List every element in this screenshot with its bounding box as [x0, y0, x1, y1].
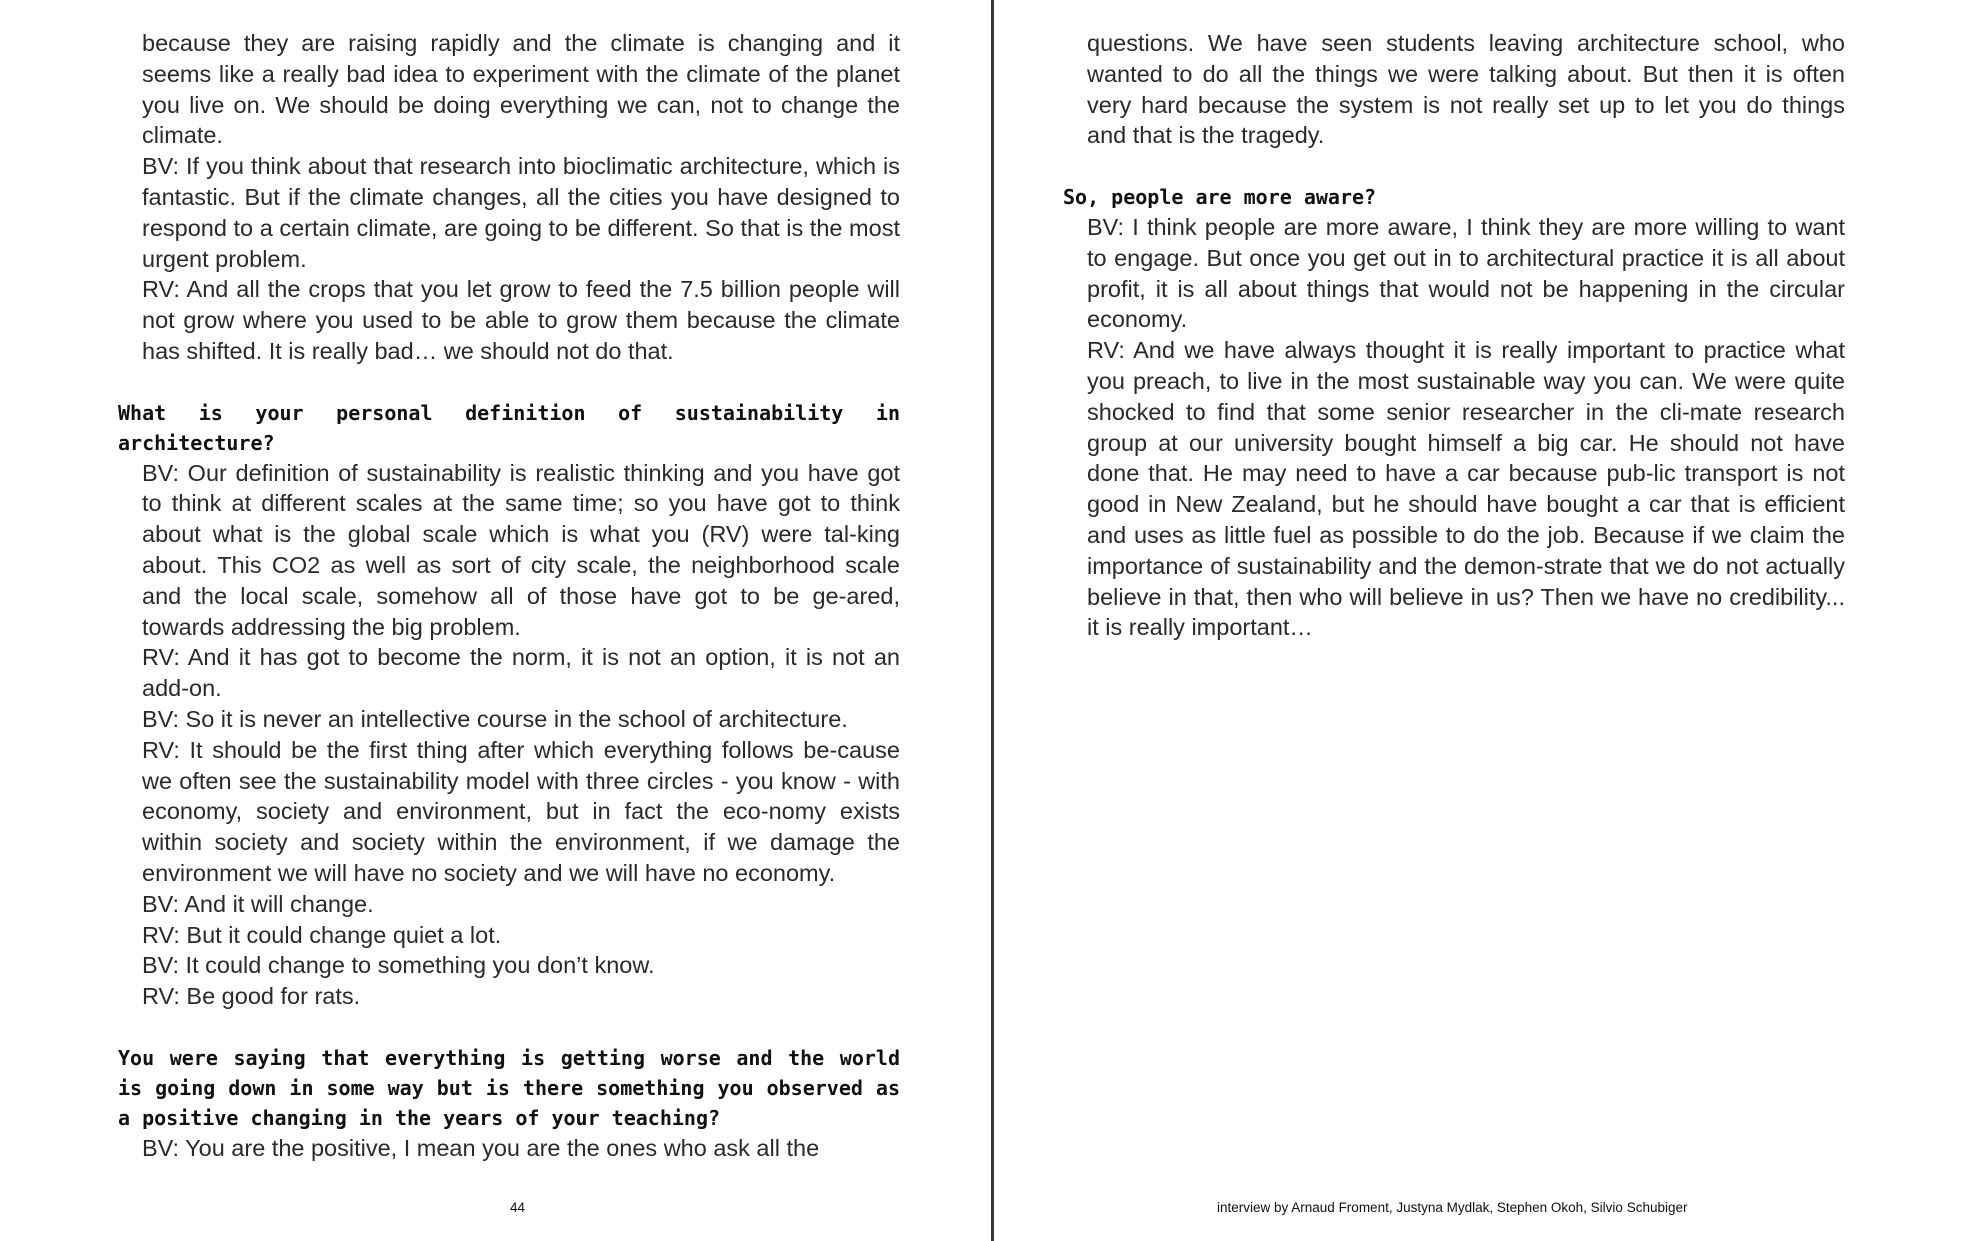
question-positive-change: You were saying that everything is getting worse and the world is going down in some way but is there something you observed as a positive changing in the years of your teaching? [118, 1045, 900, 1130]
left-paragraph-4: BV: Our definition of sustainability is realistic thinking and you have got to think at different scales at the same time; so you have got to think about what is the global scale which is what you (RV) were tal-king about. This CO2 as well as sort of city scale, the neighborhood scale and the local scale, somehow all of those have got to be ge-ared, towards addressing the big problem. [142, 459, 900, 640]
left-paragraph-7: RV: It should be the first thing after which everything follows be-cause we often see the sustainability model with three circles - you know - with economy, society and environment, but in fact the eco-nomy exists within society and society within the environment, if we damage the environment we will have no society and we will have no economy. [142, 736, 900, 886]
page-divider [991, 0, 994, 1241]
right-paragraph-2: BV: I think people are more aware, I think they are more willing to want to engage. But once you get out in to architectural practice it is all about profit, it is all about things that would not be happening in the circular economy. [1087, 213, 1845, 333]
left-paragraph-9: RV: But it could change quiet a lot. [142, 921, 502, 948]
question-people-aware: So, people are more aware? [1063, 184, 1377, 209]
left-page [118, 28, 900, 1164]
left-paragraph-5: RV: And it has got to become the norm, it is not an option, it is not an add-on. [142, 644, 900, 702]
left-paragraph-12: BV: You are the positive, I mean you are the ones who ask all the [142, 1134, 820, 1161]
left-paragraph-1: because they are raising rapidly and the climate is changing and it seems like a really bad idea to experiment with the climate of the planet you live on. We should be doing everything we can, not to change the climate. [142, 30, 900, 149]
page-number: 44 [510, 1200, 526, 1215]
question-definition-sustainability: What is your personal definition of sustainability in architecture? [118, 400, 900, 455]
left-paragraph-8: BV: And it will change. [142, 890, 374, 917]
left-paragraph-6: BV: So it is never an intellective course in the school of architecture. [142, 705, 848, 732]
left-paragraph-2: BV: If you think about that research into bioclimatic architecture, which is fantastic. But if the climate changes, all the cities you have designed to respond to a certain climate, are going to be different. So that is the most urgent problem. [142, 153, 900, 272]
right-page [1063, 28, 1845, 643]
right-paragraph-1: questions. We have seen students leaving architecture school, who wanted to do all the things we were talking about. But then it is often very hard because the system is not really set up to let you do things and that is the tragedy. [1087, 30, 1845, 149]
left-paragraph-10: BV: It could change to something you don’t know. [142, 952, 655, 979]
footer-credit: interview by Arnaud Froment, Justyna Mydlak, Stephen Okoh, Silvio Schubiger [1217, 1200, 1688, 1215]
left-paragraph-3: RV: And all the crops that you let grow to feed the 7.5 billion people will not grow where you used to be able to grow them because the climate has shifted. It is really bad… we should not do that. [142, 276, 900, 364]
left-paragraph-11: RV: Be good for rats. [142, 983, 361, 1010]
right-paragraph-3: RV: And we have always thought it is really important to practice what you preach, to live in the most sustainable way you can. We were quite shocked to find that some senior researcher in the cli-mate research group at our university bought himself a big car. He should not have done that. He may need to have a car because pub-lic transport is not good in New Zealand, but he should have bought a car that is efficient and uses as little fuel as possible to do the job. Because if we claim the importance of sustainability and the demon-strate that we do not actually believe in that, then who will believe in us? Then we have no credibility... it is really important… [1087, 337, 1845, 641]
